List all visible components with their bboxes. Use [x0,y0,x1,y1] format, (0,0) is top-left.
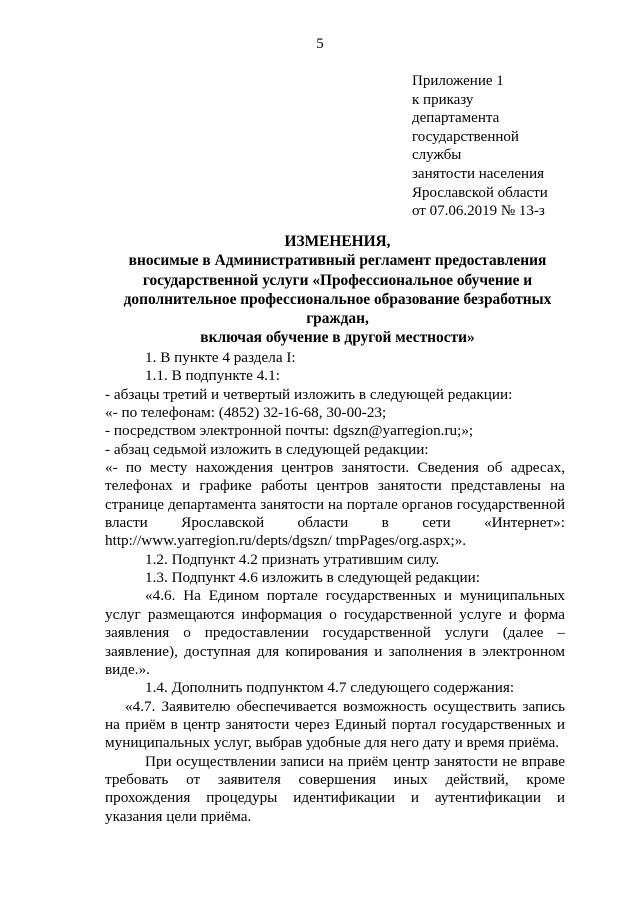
paragraph: 1.2. Подпункт 4.2 признать утратившим силу. [145,550,440,568]
title-line: государственной услуги «Профессиональное обучение и [142,271,533,289]
paragraph: 1.4. Дополнить подпунктом 4.7 следующего содержания: [145,679,515,697]
title-line: дополнительное профессиональное образование безработных [123,290,552,308]
paragraph: - абзацы третий и четвертый изложить в следующей редакции: [105,385,513,403]
paragraph: При осуществлении записи на приём центр занятости не вправе требовать от заявителя совершения иных действий, кроме прохождения процедуры идентификации и аутентификации и указания цели приёма. [105,752,565,825]
paragraph: - посредством электронной почты: dgszn@yarregion.ru;»; [105,422,474,440]
paragraph: «- по телефонам: (4852) 32-16-68, 30-00-23; [105,404,387,422]
paragraph: «- по месту нахождения центров занятости. Сведения об адресах, телефонах и графике работы центров занятости представлены на странице департамента занятости на портале органов государственной власти Ярославской области в сети «Интернет»: http://www.yarregion.ru/depts/dgszn/ tmpPages/org.aspx;». [105,459,565,550]
title-line: включая обучение в другой местности» [200,329,475,347]
appendix-line: от 07.06.2019 № 13-з [412,203,545,220]
appendix-line: к приказу [412,91,474,108]
document-body [105,349,565,826]
paragraph: 1.1. В подпункте 4.1: [145,367,280,385]
paragraph: «4.6. На Едином портале государственных и муниципальных услуг размещаются информация о государственной услуге и форма заявления о предоставлении государственной услуги (далее – заявление), доступная для копирования и заполнения в электронном виде.». [105,587,565,678]
appendix-line: Ярославской области [412,184,548,201]
title-heading: ИЗМЕНЕНИЯ, [284,233,391,250]
appendix-note [412,72,612,221]
appendix-line: занятости населения [412,165,545,182]
appendix-line: Приложение 1 [412,73,504,89]
page-number: 5 [316,36,324,52]
title-line: вносимые в Административный регламент предоставления [128,252,547,270]
paragraph: - абзац седьмой изложить в следующей редакции: [105,440,429,458]
paragraph: «4.7. Заявителю обеспечивается возможность осуществить запись на приём в центр занятости через Единый портал государственных и муниципальных услуг, выбрав удобные для него дату и время приёма. [105,697,565,752]
appendix-line: департамента [412,110,500,127]
document-title [100,232,575,348]
appendix-line: государственной [412,128,519,145]
appendix-line: службы [412,147,462,164]
title-line: граждан, [306,310,369,328]
paragraph: 1. В пункте 4 раздела I: [145,349,296,366]
paragraph: 1.3. Подпункт 4.6 изложить в следующей редакции: [145,569,481,587]
